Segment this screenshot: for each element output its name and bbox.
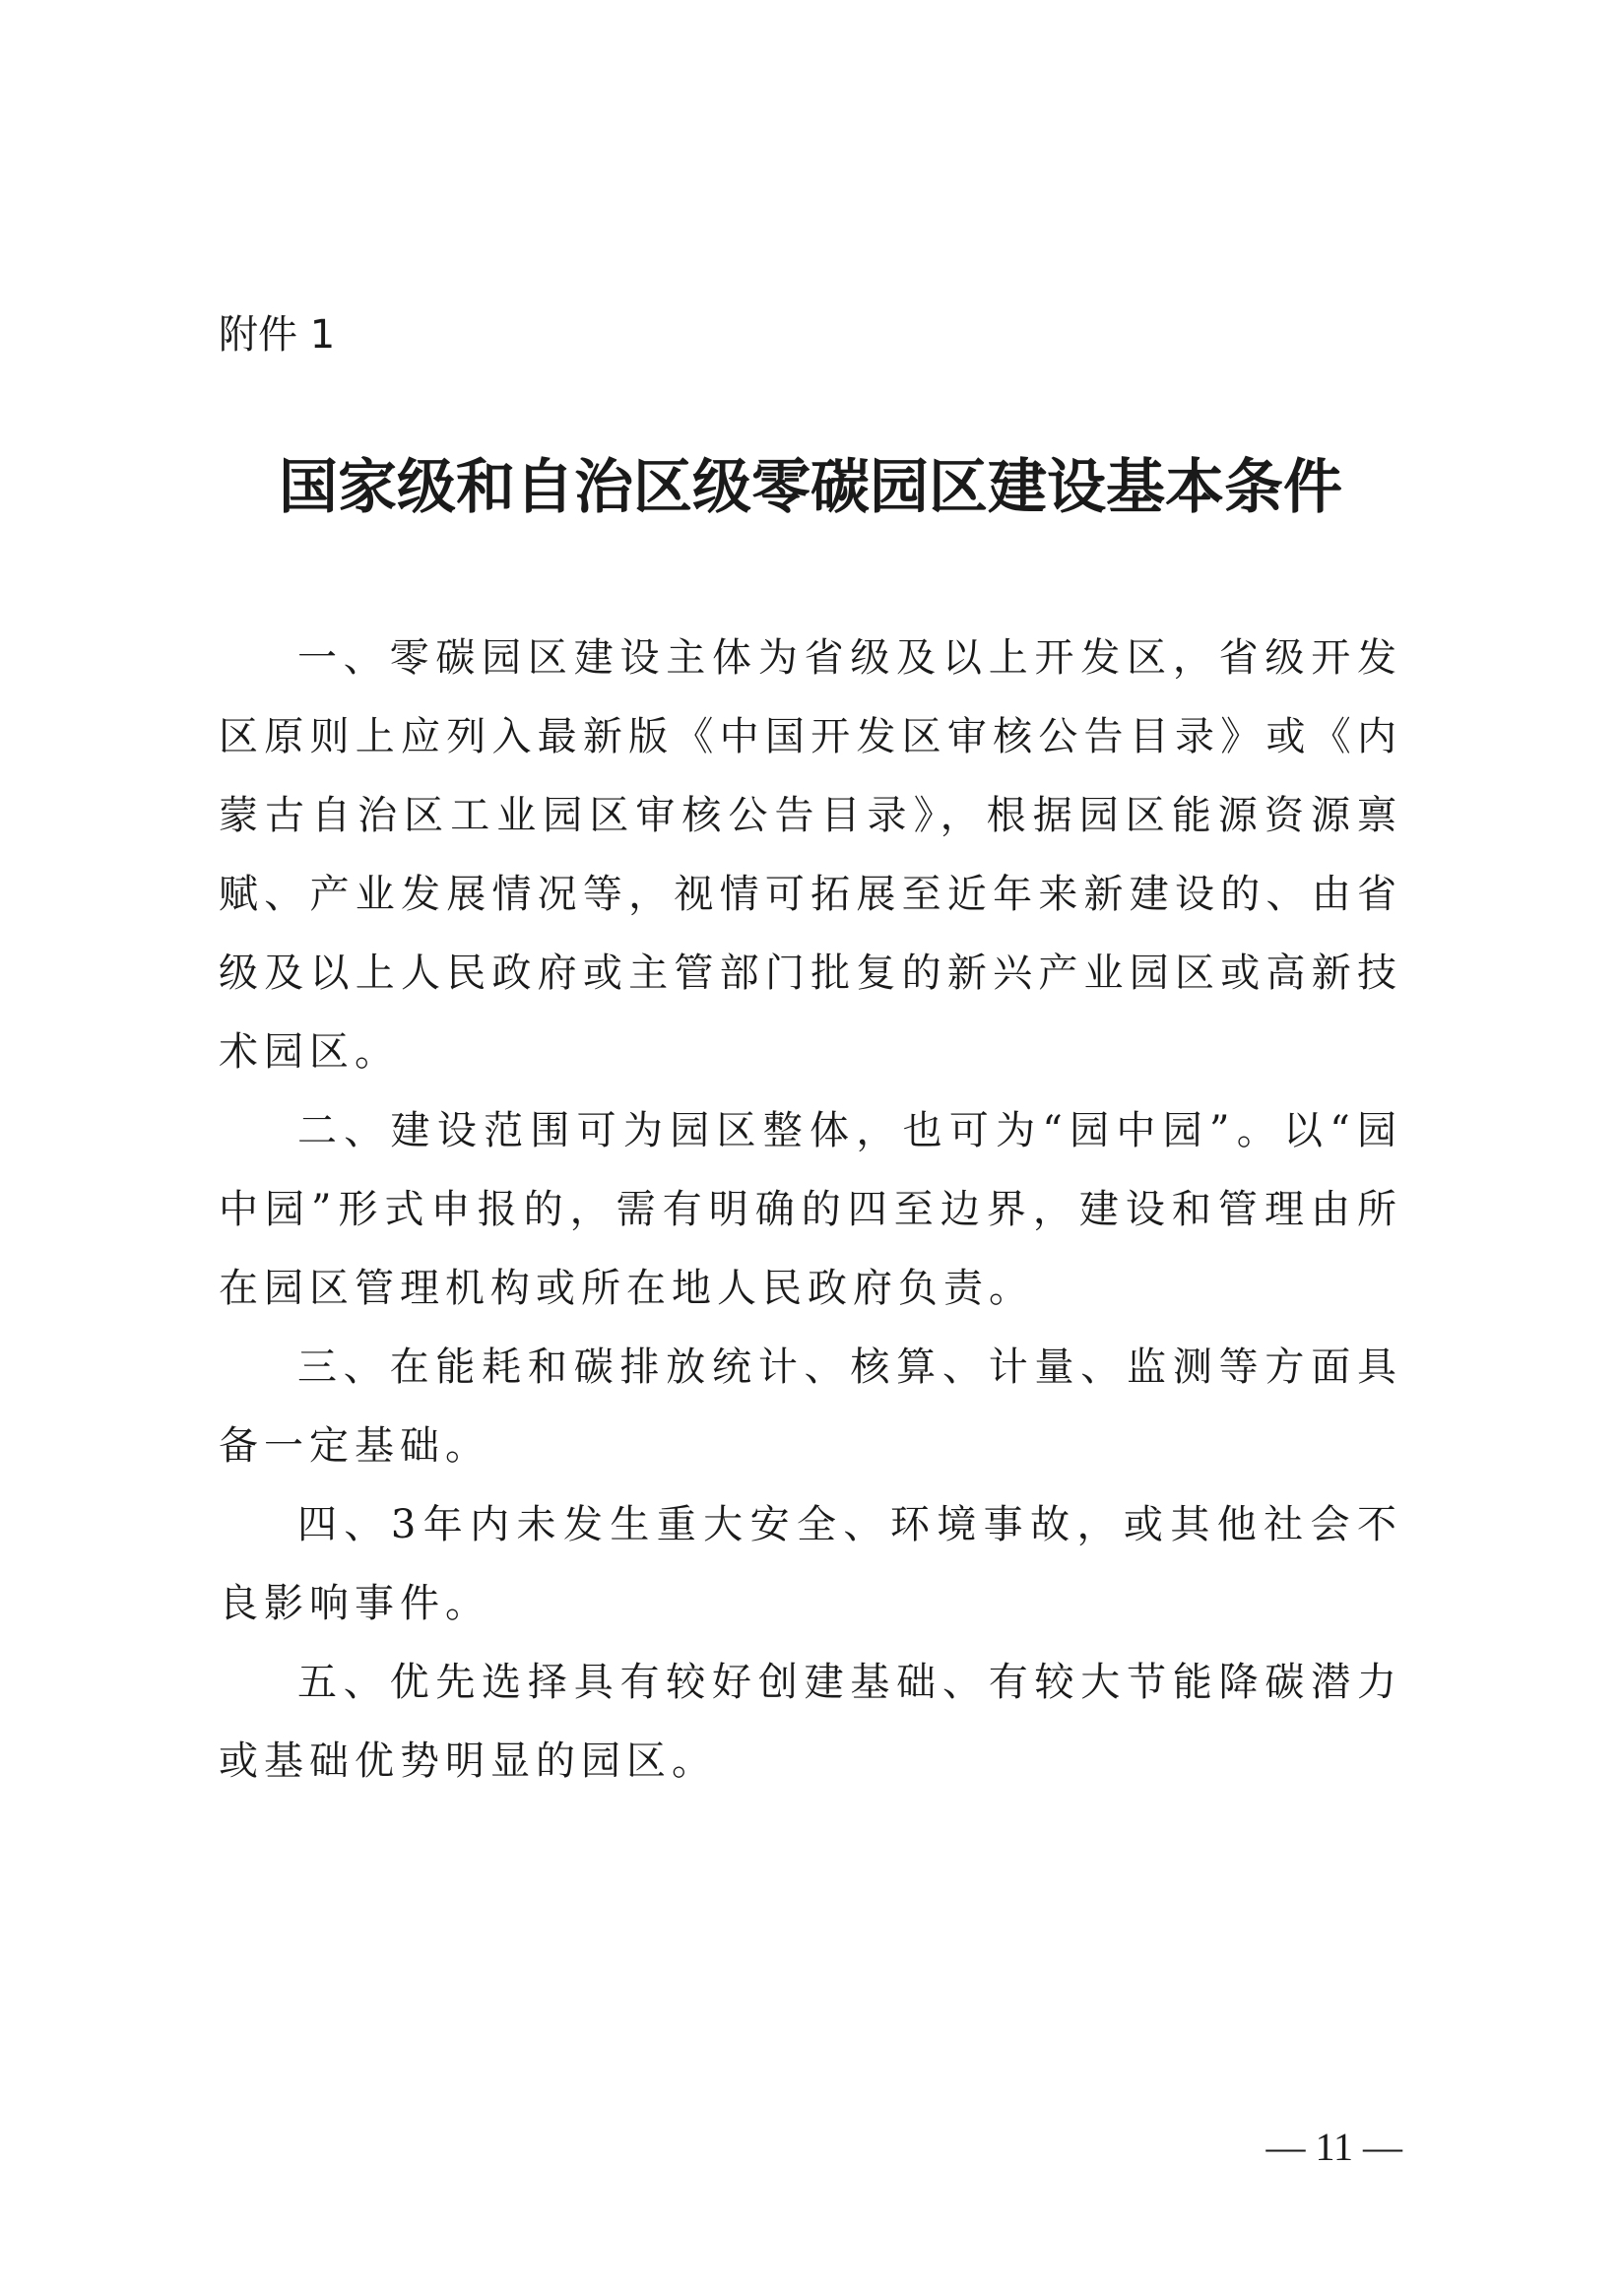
document-body [219,619,1402,1801]
attachment-label: 附件 1 [219,312,336,358]
document-title: 国家级和自治区级零碳园区建设基本条件 [279,453,1342,522]
paragraph-5: 五、优先选择具有较好创建基础、有较大节能降碳潜力或基础优势明显的园区。 [219,1660,1402,1784]
paragraph-3: 三、在能耗和碳排放统计、核算、计量、监测等方面具备一定基础。 [219,1345,1402,1469]
paragraph-2: 二、建设范围可为园区整体，也可为“园中园”。以“园中园”形式申报的，需有明确的四至边界，建设和管理由所在园区管理机构或所在地人民政府负责。 [219,1108,1402,1311]
paragraph-4: 四、3年内未发生重大安全、环境事故，或其他社会不良影响事件。 [219,1502,1402,1626]
page-number: — 11 — [1265,2125,1402,2169]
paragraph-1: 一、零碳园区建设主体为省级及以上开发区，省级开发区原则上应列入最新版《中国开发区审核公告目录》或《内蒙古自治区工业园区审核公告目录》，根据园区能源资源禀赋、产业发展情况等，视情可拓展至近年来新建设的、由省级及以上人民政府或主管部门批复的新兴产业园区或高新技术园区。 [219,635,1402,1075]
